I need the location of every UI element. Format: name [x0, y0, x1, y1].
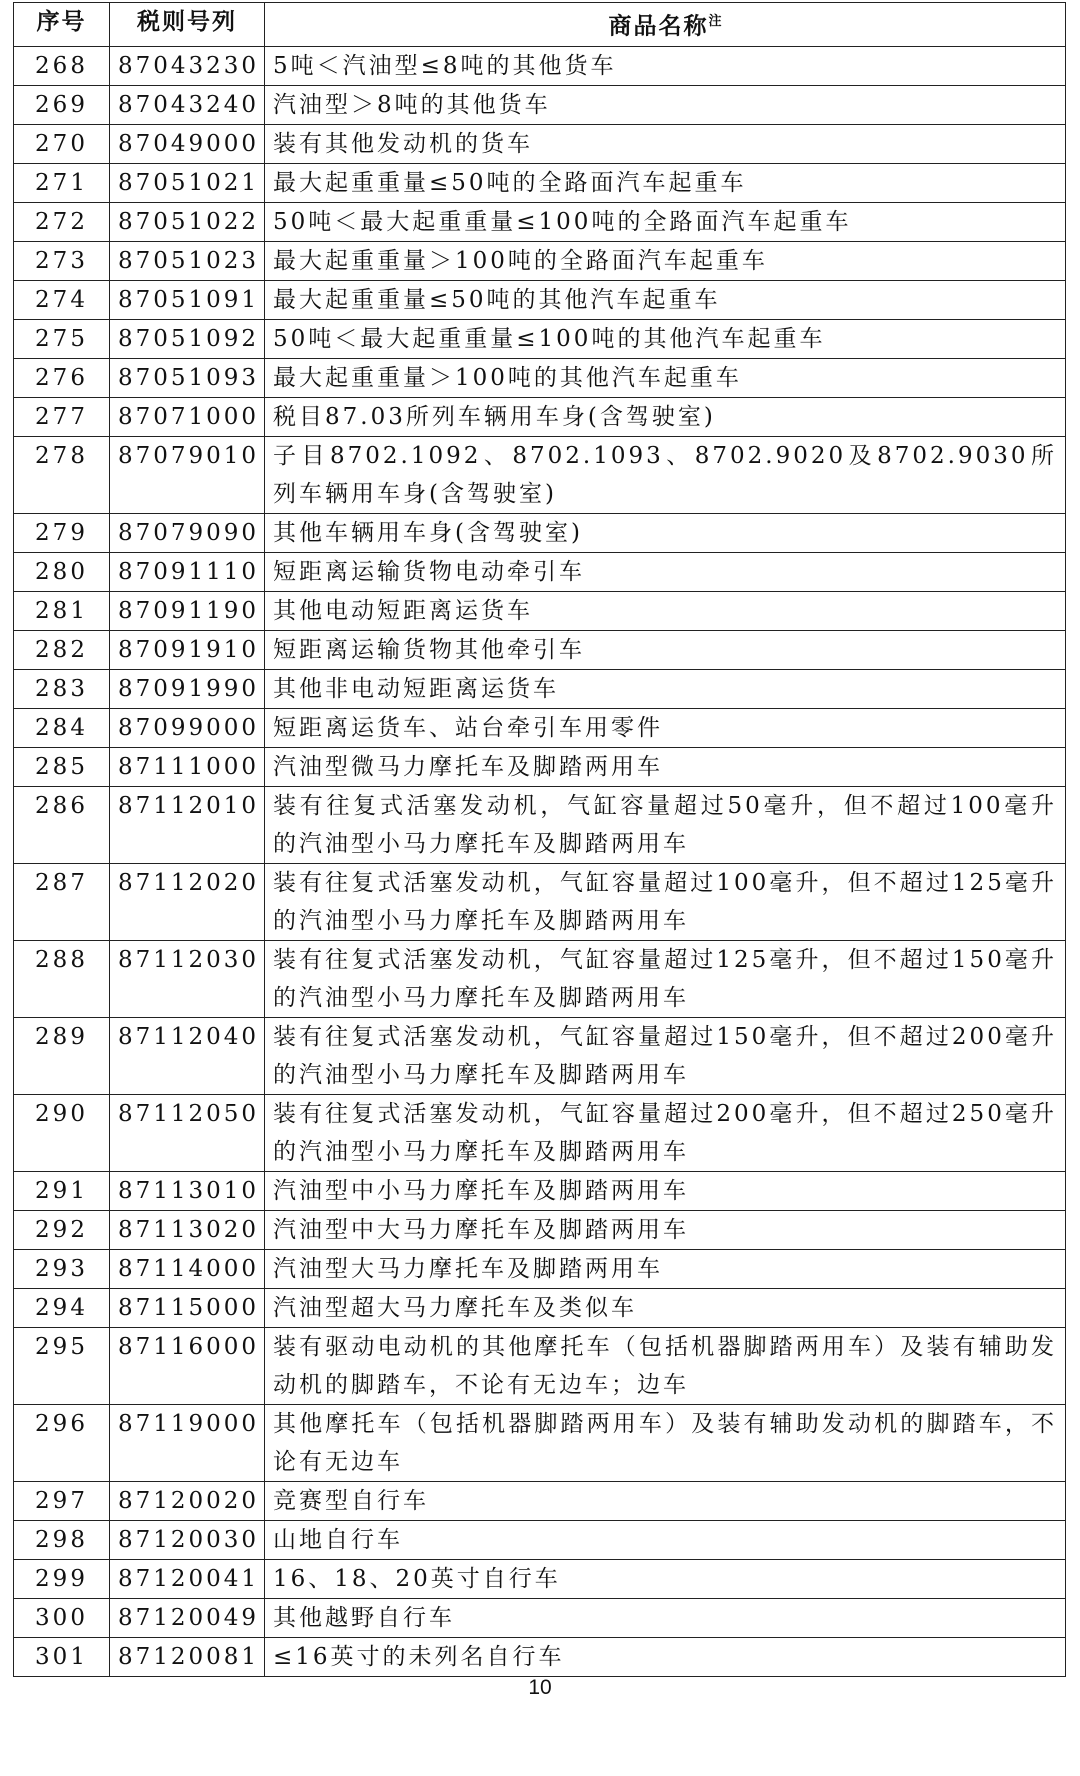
- product-name-cell: 其他摩托车（包括机器脚踏两用车）及装有辅助发动机的脚踏车，不论有无边车: [265, 1404, 1066, 1481]
- product-name-cell: 5吨＜汽油型≤8吨的其他货车: [265, 46, 1066, 85]
- table-row: [14, 669, 1066, 708]
- product-name-cell: 最大起重重量≤50吨的全路面汽车起重车: [265, 163, 1066, 202]
- table-row: [14, 1210, 1066, 1249]
- serial-no-cell: 294: [14, 1288, 110, 1327]
- table-row: [14, 786, 1066, 863]
- table-row: [14, 85, 1066, 124]
- tariff-code-cell: 87079090: [110, 513, 265, 552]
- product-name-cell: 装有往复式活塞发动机，气缸容量超过50毫升，但不超过100毫升的汽油型小马力摩托车及脚踏两用车: [265, 786, 1066, 863]
- table-row: [14, 1249, 1066, 1288]
- table-row: [14, 1637, 1066, 1676]
- tariff-code-cell: 87112030: [110, 940, 265, 1017]
- tariff-code-cell: 87071000: [110, 397, 265, 436]
- product-name-cell: 汽油型中小马力摩托车及脚踏两用车: [265, 1171, 1066, 1210]
- tariff-code-cell: 87051093: [110, 358, 265, 397]
- serial-no-cell: 274: [14, 280, 110, 319]
- table-row: [14, 1017, 1066, 1094]
- serial-no-cell: 288: [14, 940, 110, 1017]
- serial-no-cell: 283: [14, 669, 110, 708]
- tariff-code-cell: 87115000: [110, 1288, 265, 1327]
- serial-no-cell: 291: [14, 1171, 110, 1210]
- table-row: [14, 241, 1066, 280]
- product-name-cell: 汽油型＞8吨的其他货车: [265, 85, 1066, 124]
- tariff-code-cell: 87051092: [110, 319, 265, 358]
- table-row: [14, 202, 1066, 241]
- tariff-table: [13, 2, 1066, 1677]
- product-name-cell: 装有驱动电动机的其他摩托车（包括机器脚踏两用车）及装有辅助发动机的脚踏车，不论有无边车；边车: [265, 1327, 1066, 1404]
- product-name-cell: 其他车辆用车身(含驾驶室): [265, 513, 1066, 552]
- product-name-cell: 最大起重重量≤50吨的其他汽车起重车: [265, 280, 1066, 319]
- table-row: [14, 552, 1066, 591]
- header-product-name-label: 商品名称: [608, 13, 709, 40]
- table-row: [14, 1171, 1066, 1210]
- table-row: [14, 163, 1066, 202]
- serial-no-cell: 271: [14, 163, 110, 202]
- serial-no-cell: 275: [14, 319, 110, 358]
- table-row: [14, 747, 1066, 786]
- serial-no-cell: 300: [14, 1598, 110, 1637]
- product-name-cell: 山地自行车: [265, 1520, 1066, 1559]
- serial-no-cell: 272: [14, 202, 110, 241]
- tariff-code-cell: 87119000: [110, 1404, 265, 1481]
- tariff-code-cell: 87043240: [110, 85, 265, 124]
- table-row: [14, 513, 1066, 552]
- table-header-row: [14, 3, 1066, 47]
- product-name-cell: 其他非电动短距离运货车: [265, 669, 1066, 708]
- tariff-code-cell: 87091190: [110, 591, 265, 630]
- table-row: [14, 1520, 1066, 1559]
- tariff-code-cell: 87091110: [110, 552, 265, 591]
- serial-no-cell: 292: [14, 1210, 110, 1249]
- table-row: [14, 319, 1066, 358]
- product-name-cell: 最大起重重量＞100吨的其他汽车起重车: [265, 358, 1066, 397]
- serial-no-cell: 276: [14, 358, 110, 397]
- serial-no-cell: 301: [14, 1637, 110, 1676]
- serial-no-cell: 287: [14, 863, 110, 940]
- product-name-cell: 装有往复式活塞发动机，气缸容量超过200毫升，但不超过250毫升的汽油型小马力摩托车及脚踏两用车: [265, 1094, 1066, 1171]
- serial-no-cell: 268: [14, 46, 110, 85]
- product-name-cell: 16、18、20英寸自行车: [265, 1559, 1066, 1598]
- serial-no-cell: 269: [14, 85, 110, 124]
- product-name-cell: ≤16英寸的未列名自行车: [265, 1637, 1066, 1676]
- tariff-code-cell: 87120041: [110, 1559, 265, 1598]
- serial-no-cell: 290: [14, 1094, 110, 1171]
- product-name-cell: 子目8702.1092、8702.1093、8702.9020及8702.9030所列车辆用车身(含驾驶室): [265, 436, 1066, 513]
- page-number: 10: [528, 1676, 552, 1699]
- serial-no-cell: 285: [14, 747, 110, 786]
- table-row: [14, 863, 1066, 940]
- table-row: [14, 1598, 1066, 1637]
- serial-no-cell: 280: [14, 552, 110, 591]
- product-name-cell: 汽油型超大马力摩托车及类似车: [265, 1288, 1066, 1327]
- product-name-cell: 其他电动短距离运货车: [265, 591, 1066, 630]
- tariff-code-cell: 87113020: [110, 1210, 265, 1249]
- table-row: [14, 397, 1066, 436]
- tariff-code-cell: 87120049: [110, 1598, 265, 1637]
- table-row: [14, 124, 1066, 163]
- product-name-cell: 装有其他发动机的货车: [265, 124, 1066, 163]
- tariff-code-cell: 87049000: [110, 124, 265, 163]
- serial-no-cell: 289: [14, 1017, 110, 1094]
- tariff-code-cell: 87112040: [110, 1017, 265, 1094]
- tariff-code-cell: 87120020: [110, 1481, 265, 1520]
- product-name-cell: 汽油型大马力摩托车及脚踏两用车: [265, 1249, 1066, 1288]
- serial-no-cell: 279: [14, 513, 110, 552]
- header-serial-no: 序号: [14, 3, 110, 47]
- tariff-code-cell: 87099000: [110, 708, 265, 747]
- table-row: [14, 708, 1066, 747]
- table-row: [14, 46, 1066, 85]
- header-tariff-code: 税则号列: [110, 3, 265, 47]
- product-name-cell: 装有往复式活塞发动机，气缸容量超过150毫升，但不超过200毫升的汽油型小马力摩托车及脚踏两用车: [265, 1017, 1066, 1094]
- tariff-code-cell: 87120081: [110, 1637, 265, 1676]
- table-row: [14, 1559, 1066, 1598]
- table-row: [14, 591, 1066, 630]
- tariff-code-cell: 87051091: [110, 280, 265, 319]
- tariff-code-cell: 87091910: [110, 630, 265, 669]
- tariff-code-cell: 87114000: [110, 1249, 265, 1288]
- tariff-code-cell: 87051022: [110, 202, 265, 241]
- serial-no-cell: 293: [14, 1249, 110, 1288]
- tariff-code-cell: 87120030: [110, 1520, 265, 1559]
- serial-no-cell: 273: [14, 241, 110, 280]
- serial-no-cell: 277: [14, 397, 110, 436]
- serial-no-cell: 286: [14, 786, 110, 863]
- product-name-cell: 装有往复式活塞发动机，气缸容量超过100毫升，但不超过125毫升的汽油型小马力摩托车及脚踏两用车: [265, 863, 1066, 940]
- table-row: [14, 436, 1066, 513]
- tariff-code-cell: 87043230: [110, 46, 265, 85]
- table-row: [14, 630, 1066, 669]
- tariff-code-cell: 87112010: [110, 786, 265, 863]
- serial-no-cell: 295: [14, 1327, 110, 1404]
- product-name-cell: 装有往复式活塞发动机，气缸容量超过125毫升，但不超过150毫升的汽油型小马力摩托车及脚踏两用车: [265, 940, 1066, 1017]
- product-name-cell: 竞赛型自行车: [265, 1481, 1066, 1520]
- tariff-code-cell: 87051023: [110, 241, 265, 280]
- header-product-name: [265, 3, 1066, 47]
- product-name-cell: 短距离运货车、站台牵引车用零件: [265, 708, 1066, 747]
- serial-no-cell: 297: [14, 1481, 110, 1520]
- table-row: [14, 1094, 1066, 1171]
- product-name-cell: 50吨＜最大起重重量≤100吨的全路面汽车起重车: [265, 202, 1066, 241]
- tariff-code-cell: 87091990: [110, 669, 265, 708]
- product-name-cell: 最大起重重量＞100吨的全路面汽车起重车: [265, 241, 1066, 280]
- table-row: [14, 280, 1066, 319]
- product-name-cell: 税目87.03所列车辆用车身(含驾驶室): [265, 397, 1066, 436]
- tariff-code-cell: 87113010: [110, 1171, 265, 1210]
- tariff-code-cell: 87079010: [110, 436, 265, 513]
- table-row: [14, 1327, 1066, 1404]
- product-name-cell: 50吨＜最大起重重量≤100吨的其他汽车起重车: [265, 319, 1066, 358]
- tariff-code-cell: 87116000: [110, 1327, 265, 1404]
- product-name-cell: 短距离运输货物电动牵引车: [265, 552, 1066, 591]
- product-name-cell: 短距离运输货物其他牵引车: [265, 630, 1066, 669]
- table-row: [14, 1404, 1066, 1481]
- product-name-cell: 汽油型中大马力摩托车及脚踏两用车: [265, 1210, 1066, 1249]
- serial-no-cell: 299: [14, 1559, 110, 1598]
- table-row: [14, 358, 1066, 397]
- header-note-mark: 注: [708, 14, 722, 29]
- serial-no-cell: 282: [14, 630, 110, 669]
- product-name-cell: 其他越野自行车: [265, 1598, 1066, 1637]
- tariff-code-cell: 87111000: [110, 747, 265, 786]
- serial-no-cell: 281: [14, 591, 110, 630]
- tariff-code-cell: 87112050: [110, 1094, 265, 1171]
- tariff-code-cell: 87112020: [110, 863, 265, 940]
- serial-no-cell: 284: [14, 708, 110, 747]
- table-row: [14, 1288, 1066, 1327]
- table-body: [14, 46, 1066, 1676]
- table-row: [14, 1481, 1066, 1520]
- serial-no-cell: 296: [14, 1404, 110, 1481]
- product-name-cell: 汽油型微马力摩托车及脚踏两用车: [265, 747, 1066, 786]
- tariff-code-cell: 87051021: [110, 163, 265, 202]
- serial-no-cell: 298: [14, 1520, 110, 1559]
- serial-no-cell: 278: [14, 436, 110, 513]
- serial-no-cell: 270: [14, 124, 110, 163]
- table-row: [14, 940, 1066, 1017]
